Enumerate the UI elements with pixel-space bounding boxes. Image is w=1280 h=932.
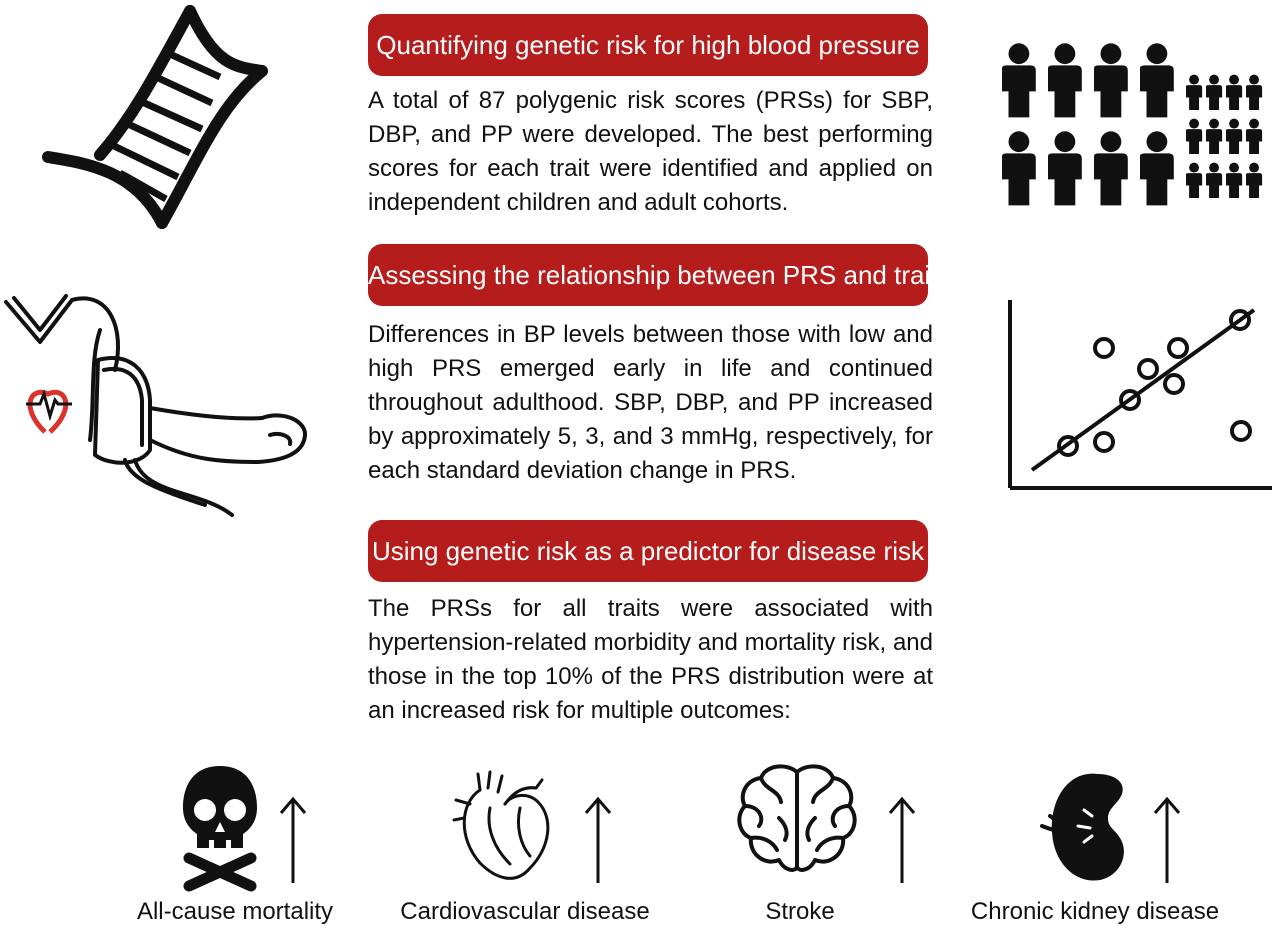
- people-icon: [1000, 40, 1270, 220]
- outcome-label-mortality: All-cause mortality: [136, 898, 334, 925]
- up-arrow-icon: [1152, 795, 1182, 885]
- outcome-label-stroke: Stroke: [765, 898, 835, 925]
- section-3-heading: Using genetic risk as a predictor for disease risk: [368, 520, 928, 582]
- heart-icon: [450, 768, 560, 888]
- up-arrow-icon: [583, 795, 613, 885]
- blood-pressure-arm-icon: [0, 290, 320, 520]
- skull-icon: [175, 760, 265, 892]
- up-arrow-icon: [278, 795, 308, 885]
- outcome-label-kidney: Chronic kidney disease: [970, 898, 1220, 925]
- section-2-text: Differences in BP levels between those with low and high PRS emerged early in life and continued throughout adulthood. SBP, DBP, and PP increased by approximately 5, 3, and 3 mmHg, respectively, for each standard deviation change in PRS.: [368, 321, 933, 484]
- section-3-text: The PRSs for all traits were associated with hypertension-related morbidity and mortality risk, and those in the top 10% of the PRS distribution were at an increased risk for multiple outcomes:: [368, 595, 933, 724]
- section-2-heading: Assessing the relationship between PRS and traits: [368, 244, 928, 306]
- kidney-icon: [1038, 770, 1138, 888]
- up-arrow-icon: [887, 795, 917, 885]
- section-1-text: A total of 87 polygenic risk scores (PRSs) for SBP, DBP, and PP were developed. The best performing scores for each trait were identified and applied on independent children and adult cohorts.: [368, 87, 933, 216]
- scatter-plot-icon: [1000, 296, 1275, 496]
- outcome-label-cardiovascular: Cardiovascular disease: [400, 898, 650, 925]
- brain-icon: [735, 762, 859, 880]
- section-1-heading: Quantifying genetic risk for high blood pressure: [368, 14, 928, 76]
- dna-icon: [40, 5, 275, 230]
